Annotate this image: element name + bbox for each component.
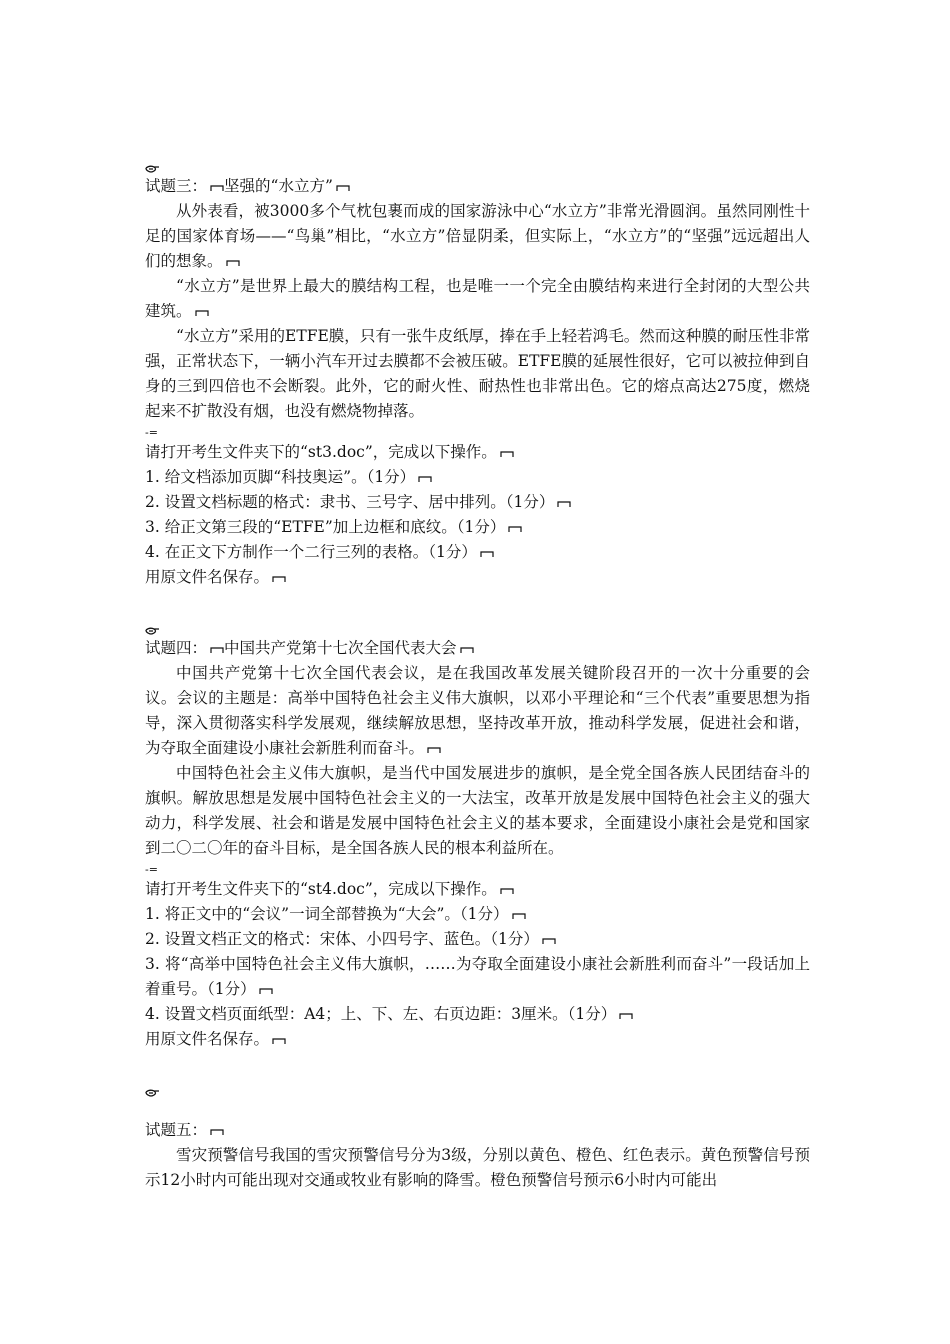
- q3-save: 用原文件名保存。: [145, 565, 810, 590]
- section-separator: -=: [145, 863, 158, 876]
- q4-task-3: 3. 将“高举中国特色社会主义伟大旗帜，……为夺取全面建设小康社会新胜利而奋斗”一段话加上着重号。（1分）: [145, 955, 810, 998]
- q5-paragraph-1: 雪灾预警信号我国的雪灾预警信号分为3级，分别以黄色、橙色、红色表示。黄色预警信号预示12小时内可能出现对交通或牧业有影响的降雪。橙色预警信号预示6小时内可能出: [145, 1146, 810, 1189]
- blank-line: [145, 1098, 810, 1118]
- q3-task-2: 2. 设置文档标题的格式：隶书、三号字、居中排列。（1分）: [145, 490, 810, 515]
- q4-task-2: 2. 设置文档正文的格式：宋体、小四号字、蓝色。（1分）: [145, 927, 810, 952]
- q3-paragraph-3: “水立方”采用的ETFE膜，只有一张牛皮纸厚，捧在手上轻若鸿毛。然而这种膜的耐压性非常强，正常状态下，一辆小汽车开过去膜都不会被压破。ETFE膜的延展性很好，它可以被拉伸到自身的三到四倍也不会断裂。此外，它的耐火性、耐热性也非常出色。它的熔点高达275度，燃烧起来不扩散没有烟，也没有燃烧物掉落。: [145, 327, 810, 420]
- blank-line: [145, 1052, 810, 1074]
- blank-line: [145, 590, 810, 612]
- q4-task-4: 4. 设置文档页面纸型：A4；上、下、左、右页边距：3厘米。（1分）: [145, 1002, 810, 1027]
- q4-task-1: 1. 将正文中的“会议”一词全部替换为“大会”。（1分）: [145, 902, 810, 927]
- return-mark-icon: [210, 1128, 224, 1136]
- return-mark-icon: [259, 987, 273, 995]
- return-mark-icon: [427, 746, 441, 754]
- return-mark-icon: [480, 550, 494, 558]
- return-mark-icon: [195, 309, 209, 317]
- return-mark-icon: [542, 937, 556, 945]
- q3-paragraph-2: “水立方”是世界上最大的膜结构工程，也是唯一一个完全由膜结构来进行全封闭的大型公共建筑。: [145, 277, 810, 320]
- q4-paragraph-1: 中国共产党第十七次全国代表会议，是在我国改革发展关键阶段召开的一次十分重要的会议。会议的主题是：高举中国特色社会主义伟大旗帜，以邓小平理论和“三个代表”重要思想为指导，深入贯彻落实科学发展观，继续解放思想，坚持改革开放，推动科学发展，促进社会和谐，为夺取全面建设小康社会新胜利而奋斗。: [145, 664, 810, 757]
- hand-pointer-icon: [145, 150, 810, 174]
- hand-pointer-icon: [145, 1074, 810, 1098]
- return-mark-icon: [512, 912, 526, 920]
- q4-save: 用原文件名保存。: [145, 1027, 810, 1052]
- return-mark-icon: [500, 887, 514, 895]
- return-mark-icon: [272, 1037, 286, 1045]
- return-mark-icon: [226, 259, 240, 267]
- return-mark-icon: [619, 1012, 633, 1020]
- q4-instruction: 请打开考生文件夹下的“st4.doc”，完成以下操作。: [145, 877, 810, 902]
- return-mark-icon: [336, 184, 350, 192]
- return-mark-icon: [460, 646, 474, 654]
- q4-paragraph-2: 中国特色社会主义伟大旗帜，是当代中国发展进步的旗帜，是全党全国各族人民团结奋斗的旗帜。解放思想是发展中国特色社会主义的一大法宝，改革开放是发展中国特色社会主义的强大动力，科学发展、社会和谐是发展中国特色社会主义的基本要求，全面建设小康社会是党和国家到二〇二〇年的奋斗目标，是全国各族人民的根本利益所在。: [145, 764, 810, 857]
- return-mark-icon: [210, 646, 224, 654]
- q3-paragraph-1: 从外表看，被3000多个气枕包裹而成的国家游泳中心“水立方”非常光滑圆润。虽然同刚性十足的国家体育场——“鸟巢”相比，“水立方”倍显阴柔，但实际上，“水立方”的“坚强”远远超出人们的想象。: [145, 202, 810, 270]
- q3-task-4: 4. 在正文下方制作一个二行三列的表格。（1分）: [145, 540, 810, 565]
- return-mark-icon: [500, 450, 514, 458]
- return-mark-icon: [418, 475, 432, 483]
- hand-pointer-icon: [145, 612, 810, 636]
- q3-task-1: 1. 给文档添加页脚“科技奥运”。（1分）: [145, 465, 810, 490]
- q5-title: 试题五：: [145, 1118, 810, 1143]
- q3-instruction: 请打开考生文件夹下的“st3.doc”，完成以下操作。: [145, 440, 810, 465]
- return-mark-icon: [210, 184, 224, 192]
- return-mark-icon: [508, 525, 522, 533]
- q3-title: 试题三： 坚强的“水立方”: [145, 174, 810, 199]
- document-page: [145, 150, 810, 1193]
- section-separator: -=: [145, 426, 158, 439]
- return-mark-icon: [557, 500, 571, 508]
- q3-task-3: 3. 给正文第三段的“ETFE”加上边框和底纹。（1分）: [145, 515, 810, 540]
- q4-title: 试题四： 中国共产党第十七次全国代表大会: [145, 636, 810, 661]
- return-mark-icon: [272, 575, 286, 583]
